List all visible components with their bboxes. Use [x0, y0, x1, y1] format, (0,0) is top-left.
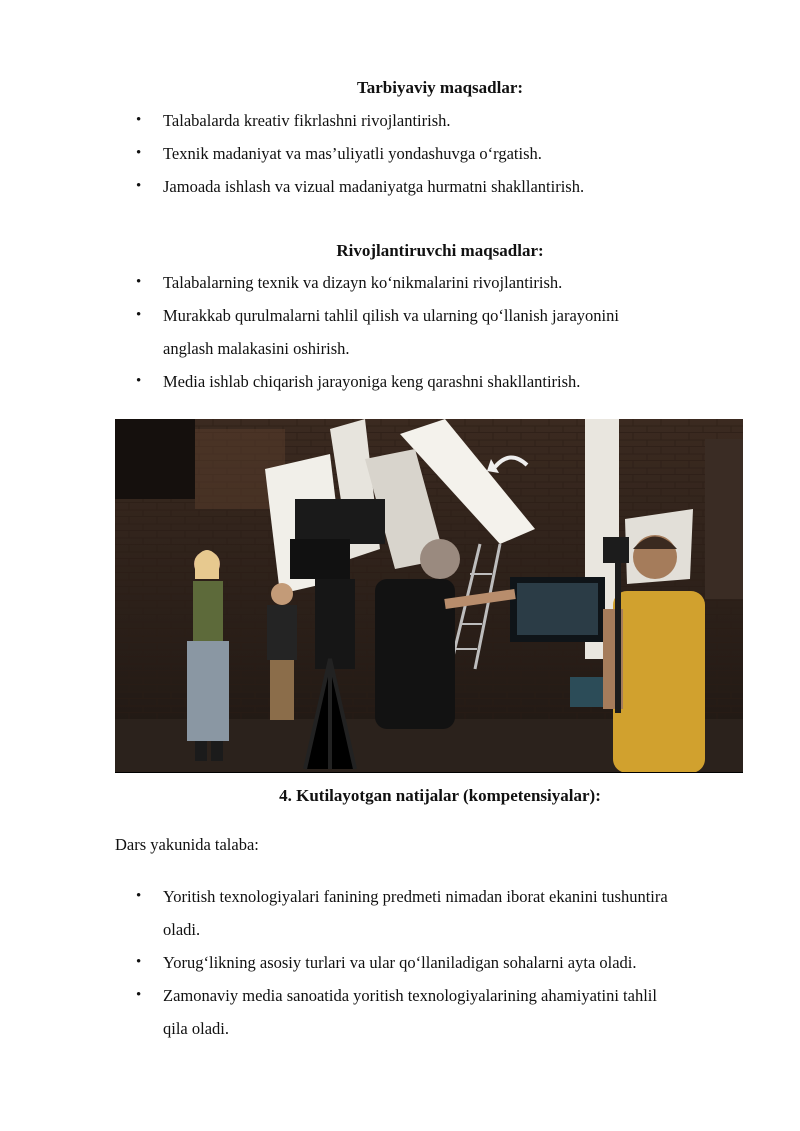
- list-item: • Zamonaviy media sanoatida yoritish texnologiyalarining ahamiyatini tahlil: [163, 979, 753, 1012]
- list-item-continuation: oladi.: [163, 920, 201, 939]
- list-item: • Yorug‘likning asosiy turlari va ular qo‘llaniladigan sohalarni ayta oladi.: [163, 946, 753, 979]
- list-item: • Talabalarda kreativ fikrlashni rivojlantirish.: [163, 104, 753, 137]
- list-item: • Texnik madaniyat va mas’uliyatli yondashuvga o‘rgatish.: [163, 137, 753, 170]
- intro-text: Dars yakunida talaba:: [115, 835, 259, 854]
- list-item-continuation: anglash malakasini oshirish.: [163, 339, 350, 358]
- film-set-illustration: [115, 419, 743, 773]
- list-item-continuation: qila oladi.: [163, 1019, 229, 1038]
- heading-natijalar: 4. Kutilayotgan natijalar (kompetensiyalar):: [279, 786, 601, 805]
- list-item: • Talabalarning texnik va dizayn ko‘nikmalarini rivojlantirish.: [163, 266, 753, 299]
- heading-rivojlantiruvchi: Rivojlantiruvchi maqsadlar:: [336, 241, 544, 260]
- list-item: • Murakkab qurulmalarni tahlil qilish va ularning qo‘llanish jarayonini: [163, 299, 753, 332]
- list-item: • Jamoada ishlash va vizual madaniyatga hurmatni shakllantirish.: [163, 170, 753, 203]
- film-set-photo: [115, 419, 743, 773]
- list-item: • Media ishlab chiqarish jarayoniga keng qarashni shakllantirish.: [163, 365, 753, 398]
- list-item: • Yoritish texnologiyalari fanining predmeti nimadan iborat ekanini tushuntira: [163, 880, 753, 913]
- heading-tarbiyaviy: Tarbiyaviy maqsadlar:: [356, 78, 524, 97]
